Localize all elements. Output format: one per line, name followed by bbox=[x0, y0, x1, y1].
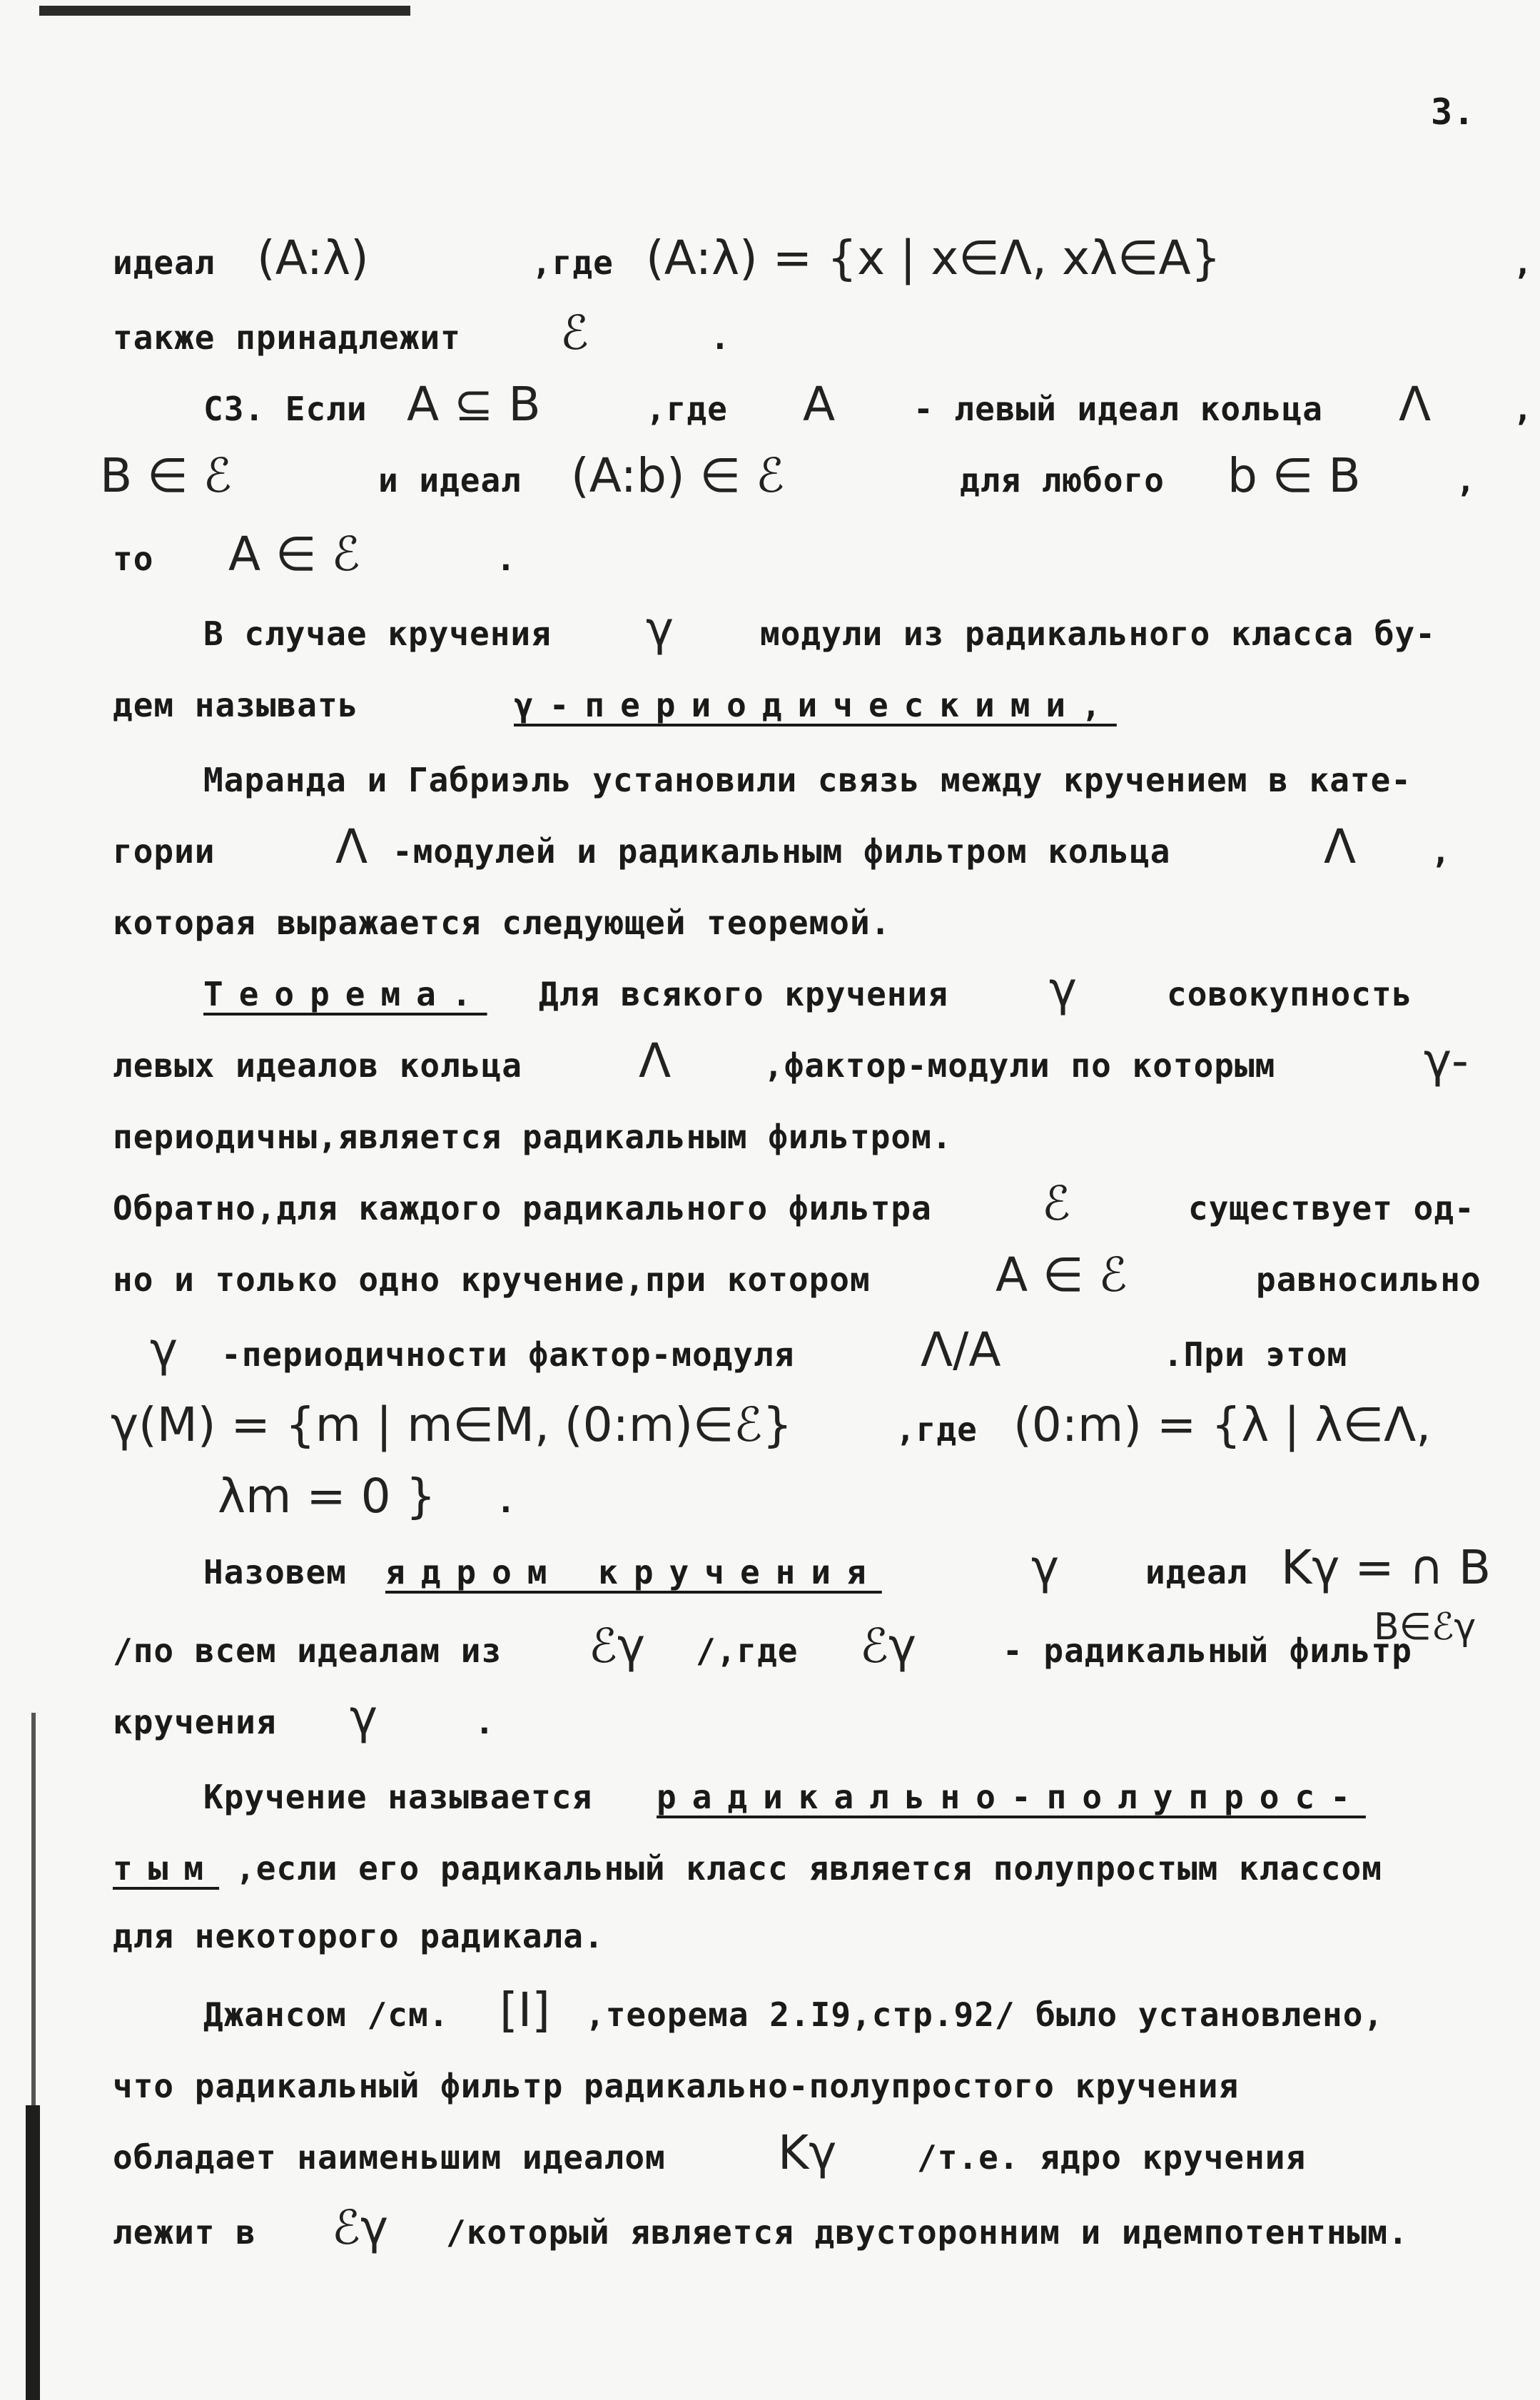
math-expression: γ bbox=[150, 1322, 178, 1377]
spaced-underlined-term: тым bbox=[113, 1849, 220, 1888]
text-segment: -модулей и радикальным фильтром кольца bbox=[392, 832, 1171, 871]
math-expression: ℰγ bbox=[860, 1619, 917, 1674]
text-segment: ,если его радикальный класс является полупростым классом bbox=[235, 1849, 1382, 1888]
math-expression: γ bbox=[1049, 962, 1078, 1017]
text-segment: ,теорема 2.I9,стр.92/ было установлено, bbox=[585, 1995, 1384, 2034]
text-segment: но и только одно кручение,при котором bbox=[113, 1260, 871, 1299]
text-segment: дем называть bbox=[113, 686, 359, 724]
text-segment: - левый идеал кольца bbox=[913, 390, 1323, 428]
scan-edge-top bbox=[39, 6, 410, 16]
text-segment: для любого bbox=[960, 461, 1165, 500]
text-segment: . bbox=[710, 318, 731, 357]
text-segment: Для всякого кручения bbox=[539, 975, 948, 1013]
text-segment: и идеал bbox=[378, 461, 522, 500]
math-expression: (A:λ) bbox=[257, 231, 369, 285]
text-segment: Джансом /см. bbox=[203, 1995, 450, 2034]
math-expression: γ bbox=[350, 1690, 378, 1745]
text-segment: В случае кручения bbox=[203, 614, 552, 653]
text-segment: ,где bbox=[646, 390, 728, 428]
math-expression: Λ bbox=[1399, 377, 1432, 432]
text-segment: которая выражается следующей теоремой. bbox=[113, 903, 891, 942]
text-segment: ,где bbox=[896, 1410, 978, 1449]
text-segment: . bbox=[496, 1482, 517, 1520]
page-number: 3. bbox=[1431, 91, 1476, 133]
text-segment: также принадлежит bbox=[113, 318, 461, 357]
math-expression: Λ bbox=[639, 1033, 672, 1088]
text-segment: идеал bbox=[1145, 1553, 1248, 1591]
text-segment: , bbox=[1513, 243, 1534, 282]
math-expression: A ∈ ℰ bbox=[228, 527, 360, 582]
math-expression: Λ bbox=[335, 819, 368, 874]
text-segment: модули из радикального класса бу- bbox=[760, 614, 1436, 653]
spaced-underlined-term: γ-периодическими, bbox=[514, 686, 1117, 724]
spaced-underlined-term: ядром кручения bbox=[385, 1553, 882, 1591]
math-expression: A ∈ ℰ bbox=[996, 1247, 1128, 1302]
text-segment: , bbox=[1456, 461, 1476, 500]
math-expression: γ bbox=[1031, 1540, 1060, 1595]
text-segment: Кручение называется bbox=[203, 1778, 593, 1816]
text-segment: ,фактор-модули по которым bbox=[764, 1046, 1276, 1085]
math-expression: (0:m) = {λ | λ∈Λ, bbox=[1013, 1397, 1432, 1452]
text-segment: /т.е. ядро кручения bbox=[917, 2138, 1307, 2177]
text-segment: , bbox=[1431, 832, 1452, 871]
math-expression: Kγ = ∩ B bbox=[1281, 1540, 1491, 1595]
math-expression: (A:b) ∈ ℰ bbox=[571, 448, 785, 503]
math-expression: γ- bbox=[1424, 1033, 1469, 1088]
text-segment: равносильно bbox=[1256, 1260, 1481, 1299]
math-expression: λm = 0 } bbox=[218, 1469, 436, 1524]
text-segment: ,где bbox=[532, 243, 614, 282]
math-expression: ℰ bbox=[1042, 1176, 1070, 1231]
math-expression: ℰγ bbox=[589, 1619, 646, 1674]
text-segment: . bbox=[496, 540, 517, 578]
math-expression: A bbox=[803, 377, 836, 432]
math-expression: (A:λ) = {x | x∈Λ, xλ∈A} bbox=[646, 231, 1221, 285]
spaced-underlined-term: Теорема. bbox=[203, 975, 487, 1013]
math-expression: ℰγ bbox=[332, 2200, 389, 2255]
text-segment: Назовем bbox=[203, 1553, 347, 1591]
text-segment: лежит в bbox=[113, 2213, 256, 2252]
text-segment: гории bbox=[113, 832, 216, 871]
text-segment: , bbox=[1513, 390, 1534, 428]
text-segment: /который является двусторонним и идемпотентным. bbox=[446, 2213, 1409, 2252]
text-segment: .При этом bbox=[1163, 1335, 1348, 1374]
text-segment: Маранда и Габриэль установили связь между кручением в кате- bbox=[203, 761, 1412, 799]
math-expression: γ bbox=[646, 602, 674, 657]
intersection-subscript: B∈ℰγ bbox=[1374, 1606, 1476, 1649]
text-segment: для некоторого радикала. bbox=[113, 1917, 604, 1955]
math-expression: [I] bbox=[500, 1983, 550, 2037]
text-segment: периодичны,является радикальным фильтром. bbox=[113, 1118, 953, 1156]
text-segment: -периодичности фактор-модуля bbox=[221, 1335, 795, 1374]
text-segment: С3. Если bbox=[203, 390, 368, 428]
text-segment: обладает наименьшим идеалом bbox=[113, 2138, 666, 2177]
text-segment: то bbox=[113, 540, 154, 578]
scan-edge-left-dark bbox=[26, 2105, 40, 2400]
scan-edge-left bbox=[31, 1713, 36, 2112]
text-segment: Обратно,для каждого радикального фильтра bbox=[113, 1189, 932, 1227]
text-segment: что радикальный фильтр радикально-полупростого кручения bbox=[113, 2067, 1240, 2105]
spaced-underlined-term: радикально-полупрос- bbox=[657, 1778, 1366, 1816]
math-expression: Λ/A bbox=[921, 1322, 1001, 1377]
text-segment: существует од- bbox=[1188, 1189, 1475, 1227]
text-segment: /по всем идеалам из bbox=[113, 1631, 502, 1670]
text-segment: совокупность bbox=[1167, 975, 1413, 1013]
text-segment: . bbox=[475, 1703, 495, 1741]
math-expression: b ∈ B bbox=[1227, 448, 1361, 503]
text-segment: /,где bbox=[696, 1631, 799, 1670]
math-expression: Kγ bbox=[778, 2125, 837, 2180]
math-expression: B ∈ ℰ bbox=[100, 448, 232, 503]
math-expression: A ⊆ B bbox=[407, 377, 541, 432]
text-segment: идеал bbox=[113, 243, 216, 282]
text-segment: левых идеалов кольца bbox=[113, 1046, 522, 1085]
text-segment: - радикальный фильтр bbox=[1003, 1631, 1412, 1670]
math-expression: Λ bbox=[1324, 819, 1357, 874]
text-segment: кручения bbox=[113, 1703, 277, 1741]
math-expression: γ(M) = {m | m∈M, (0:m)∈ℰ} bbox=[111, 1397, 793, 1452]
math-expression: ℰ bbox=[560, 305, 589, 360]
